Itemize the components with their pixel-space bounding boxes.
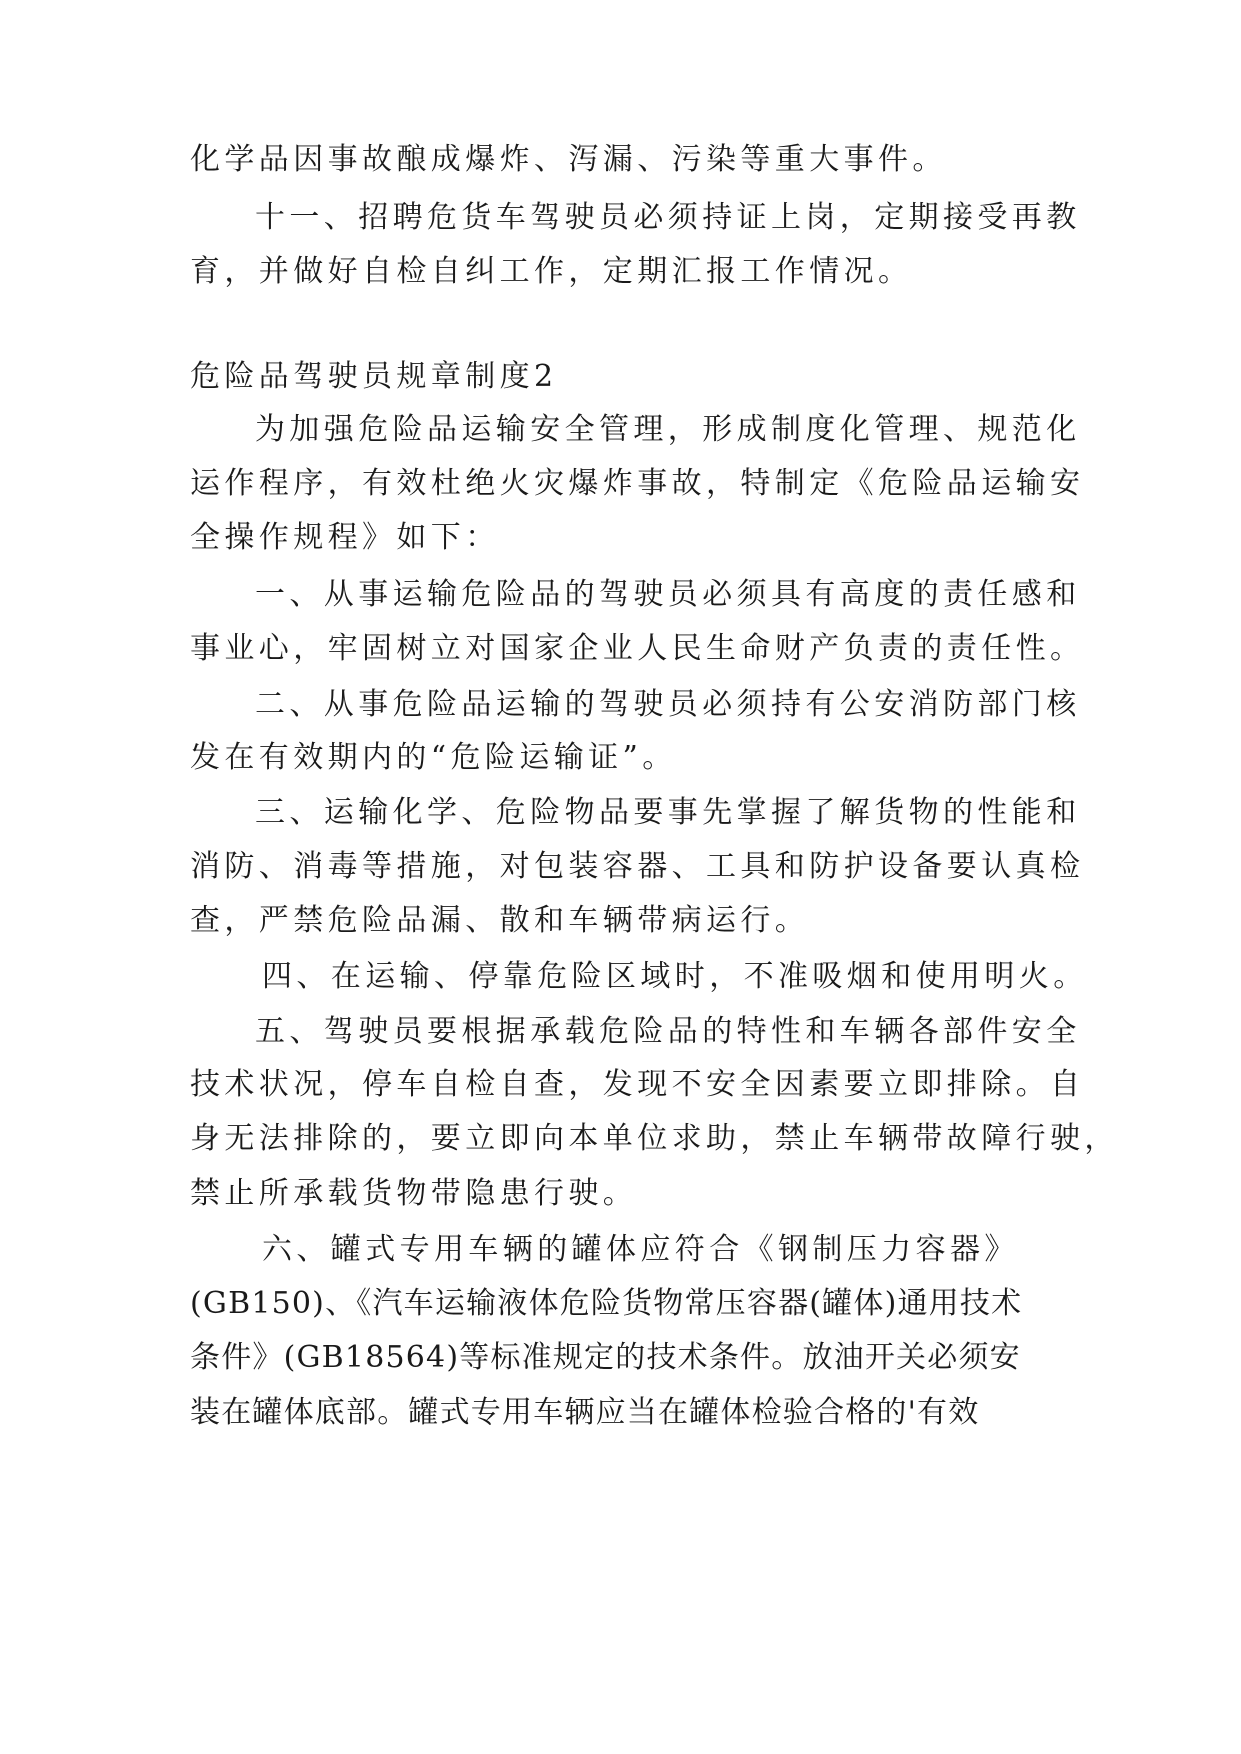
paragraph-line-12: 三、运输化学、危险物品要事先掌握了解货物的性能和 [255,795,1081,830]
paragraph-line-2: 十一、招聘危货车驾驶员必须持证上岗，定期接受再教 [255,200,1081,235]
section-heading: 危险品驾驶员规章制度2 [190,359,558,394]
paragraph-line-5: 为加强危险品运输安全管理，形成制度化管理、规范化 [255,412,1081,447]
paragraph-line-10: 二、从事危险品运输的驾驶员必须持有公安消防部门核 [255,687,1081,722]
paragraph-line-15: 四、在运输、停靠危险区域时，不准吸烟和使用明火。 [262,959,1088,994]
paragraph-line-20: 六、罐式专用车辆的罐体应符合《钢制压力容器》 [262,1232,1019,1267]
paragraph-line-17: 技术状况，停车自检自查，发现不安全因素要立即排除。自 [190,1067,1085,1102]
paragraph-line-22: 条件》(GB18564)等标准规定的技术条件。放油开关必须安 [190,1340,1021,1375]
paragraph-line-8: 一、从事运输危险品的驾驶员必须具有高度的责任感和 [255,577,1081,612]
paragraph-line-16: 五、驾驶员要根据承载危险品的特性和车辆各部件安全 [255,1014,1081,1049]
paragraph-line-3: 育，并做好自检自纠工作，定期汇报工作情况。 [190,254,913,289]
paragraph-line-9: 事业心，牢固树立对国家企业人民生命财产负责的责任性。 [190,631,1085,666]
paragraph-line-23: 装在罐体底部。罐式专用车辆应当在罐体检验合格的'有效 [190,1395,980,1430]
paragraph-line-1: 化学品因事故酿成爆炸、泻漏、污染等重大事件。 [190,142,947,177]
paragraph-line-14: 查，严禁危险品漏、散和车辆带病运行。 [190,903,810,938]
paragraph-line-13: 消防、消毒等措施，对包装容器、工具和防护设备要认真检 [190,849,1085,884]
paragraph-line-7: 全操作规程》如下： [190,520,500,555]
paragraph-line-21: (GB150)、《汽车运输液体危险货物常压容器(罐体)通用技术 [190,1286,1023,1321]
paragraph-line-6: 运作程序，有效杜绝火灾爆炸事故，特制定《危险品运输安 [190,466,1085,501]
paragraph-line-11: 发在有效期内的“危险运输证”。 [190,740,677,775]
paragraph-line-19: 禁止所承载货物带隐患行驶。 [190,1176,638,1211]
paragraph-line-18: 身无法排除的，要立即向本单位求助，禁止车辆带故障行驶， [190,1121,1119,1156]
